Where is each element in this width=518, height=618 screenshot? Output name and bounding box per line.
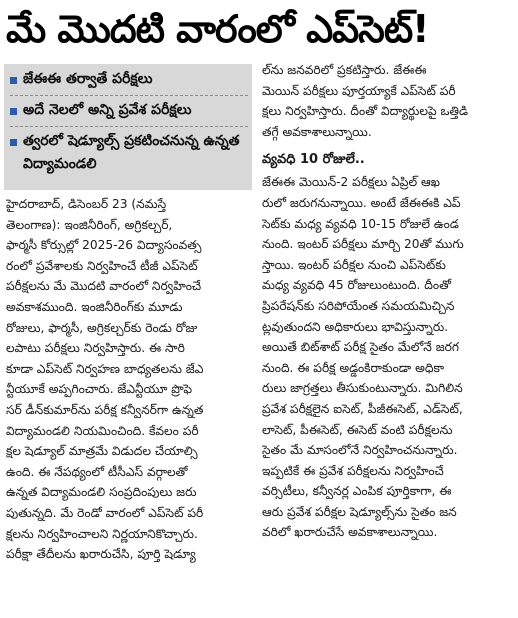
body-line: విద్యామండలి నియమించింది. కేవలం పరీ xyxy=(6,423,199,438)
highlight-text: అదే నెలలో అన్ని ప్రవేశ పరీక్షలు xyxy=(23,102,192,118)
square-bullet-icon xyxy=(10,139,17,146)
left-column xyxy=(6,194,252,565)
body-line: ట్లవుతుందని అధికారులు భావిస్తున్నారు. xyxy=(262,319,449,334)
headline: మే మొదటి వారంలో ఎప్‌సెట్‌! xyxy=(6,7,429,51)
body-line: జేఈఈ మెయిన్‌-2 పరీక్షలు ఏప్రిల్‌ ఆఖ xyxy=(262,175,440,190)
body-line: పరీక్షా తేదీలను ఖరారుచేసి, పూర్తి షెడ్యూ xyxy=(6,547,196,562)
body-line: క్షలు నిర్వహిస్తారు. దీంతో విద్యార్థులపై ఒత్తిడి xyxy=(262,104,468,119)
section-subheading: వ్యవధి 10 రోజులే.. xyxy=(262,152,365,168)
body-line: లాసెట్‌, పీఈసెట్‌, ఈసెట్‌ వంటి పరీక్షలను xyxy=(262,422,453,437)
dashed-divider xyxy=(10,126,248,127)
body-line: అవకాశముంది. ఇంజినీరింగ్‌కు మూడు xyxy=(6,299,183,314)
body-line: లపాటు పరీక్షలు నిర్వహిస్తారు. ఈ సారి xyxy=(6,341,185,356)
body-line: ప్రిపరేషన్‌కు సరిపోయేంత సమయమిచ్చిన xyxy=(262,298,455,313)
body-line: సైతం మే మాసంలోనే నిర్వహించనున్నారు. xyxy=(262,443,458,458)
square-bullet-icon xyxy=(10,77,17,84)
highlight-item xyxy=(4,99,252,122)
highlight-item xyxy=(4,68,252,91)
highlight-item xyxy=(4,130,252,176)
body-line: ప్రవేశ పరీక్షలైన ఐసెట్‌, పీజీఈసెట్‌, ఎడ్‌సెట్‌, xyxy=(262,401,463,416)
dashed-divider xyxy=(10,95,248,96)
body-line: నుంది. ఈ పరీక్ష అడ్డంకిరాకుండా అధికా xyxy=(262,360,445,375)
body-line: కూడా ఎప్‌సెట్‌ నిర్వహణ బాధ్యతలను జేఎ xyxy=(6,361,204,376)
body-line: మధ్య వ్యవధి 45 రోజులుంటుంది. దీంతో xyxy=(262,278,451,293)
square-bullet-icon xyxy=(10,108,17,115)
highlight-text: జేఈఈ తర్వాతే పరీక్షలు xyxy=(23,71,153,87)
right-column xyxy=(262,60,512,543)
body-line: పుతున్నది. మే రెండో వారంలో ఎప్‌సెట్‌ పరీ xyxy=(6,505,204,520)
body-line: సర్‌ డీన్‌కుమార్‌ను పరీక్ష కన్వీనర్‌గా ఉన్నత xyxy=(6,402,204,417)
body-line: రోజులు, ఫార్మసీ, అగ్రికల్చర్‌కు రెండు రోజు xyxy=(6,320,198,335)
body-line: రంలో ప్రవేశాలకు నిర్వహించే టీజీ ఎప్‌సెట్‌ xyxy=(6,258,198,273)
body-line: క్షల షెడ్యూల్‌ మాత్రమే విడుదల చేయాల్సి xyxy=(6,444,198,459)
body-line: సెట్‌కు మధ్య వ్యవధి 10-15 రోజులే ఉండ xyxy=(262,216,459,231)
body-line: క్షలను నిర్వహించాలని నిర్ణయానికొచ్చారు. xyxy=(6,526,198,541)
highlights-box xyxy=(4,64,252,190)
body-line: పరీక్షలను మే మొదటి వారంలో నిర్వహించే xyxy=(6,279,202,294)
body-line: రులు జాగ్రత్తలు తీసుకుంటున్నారు. మిగిలిన xyxy=(262,381,463,396)
highlight-text: త్వరలో షెడ్యూల్స్‌ ప్రకటించనున్న ఉన్నత విద్యామండలి xyxy=(23,133,240,172)
body-line: తగ్గే అవకాశాలున్నాయి. xyxy=(262,124,372,139)
body-line: హైదరాబాద్‌, డిసెంబర్‌ 23 (నమస్తే xyxy=(6,197,167,211)
body-line: ఉన్నత విద్యామండలి సంప్రదింపులు జరు xyxy=(6,485,197,500)
body-line: ఆరు ప్రవేశ పరీక్షల షెడ్యూల్స్‌ను సైతం జన xyxy=(262,504,457,519)
body-line: నుంది. ఇంటర్‌ పరీక్షలు మార్చి 20తో ముగు xyxy=(262,237,464,252)
body-line: వర్సిటీలు, కన్వీనర్ల ఎంపిక పూర్తికాగా, ఈ xyxy=(262,484,452,499)
body-line: ల్‌ను జనవరిలో ప్రకటిస్తారు. జేఈఈ xyxy=(262,63,427,77)
body-line: వరిలో ఖరారుచేసే అవకాశాలున్నాయి. xyxy=(262,525,438,540)
body-line: ఉంది. ఈ నేపథ్యంలో టీసీఎస్‌ వర్గాలతో xyxy=(6,464,188,479)
body-line: అయితే బిట్‌శాట్‌ పరీక్ష సైతం మేలోనే జరగ xyxy=(262,340,459,355)
body-line: స్తాయి. ఇంటర్‌ పరీక్షల నుంచి ఎప్‌సెట్‌కు xyxy=(262,257,446,272)
body-line: తెలంగాణ): ఇంజినీరింగ్‌, అగ్రికల్చర్‌, xyxy=(6,217,173,232)
body-line: మెయిన్‌ పరీక్షలు పూర్తయ్యాకే ఎప్‌సెట్‌ పరీ xyxy=(262,83,456,98)
body-line: న్టీయూకే అప్పగించారు. జేఎన్టీయూ ప్రొఫె xyxy=(6,382,193,397)
body-line: రులో జరుగనున్నాయి. అంటే జేఈఈకి ఎప్‌ xyxy=(262,195,461,210)
body-line: ఫార్మసీ కోర్సుల్లో 2025-26 విద్యాసంవత్స xyxy=(6,238,202,253)
body-line: ఇప్పటికే ఈ ప్రవేశ పరీక్షలను నిర్వహించే xyxy=(262,463,444,478)
